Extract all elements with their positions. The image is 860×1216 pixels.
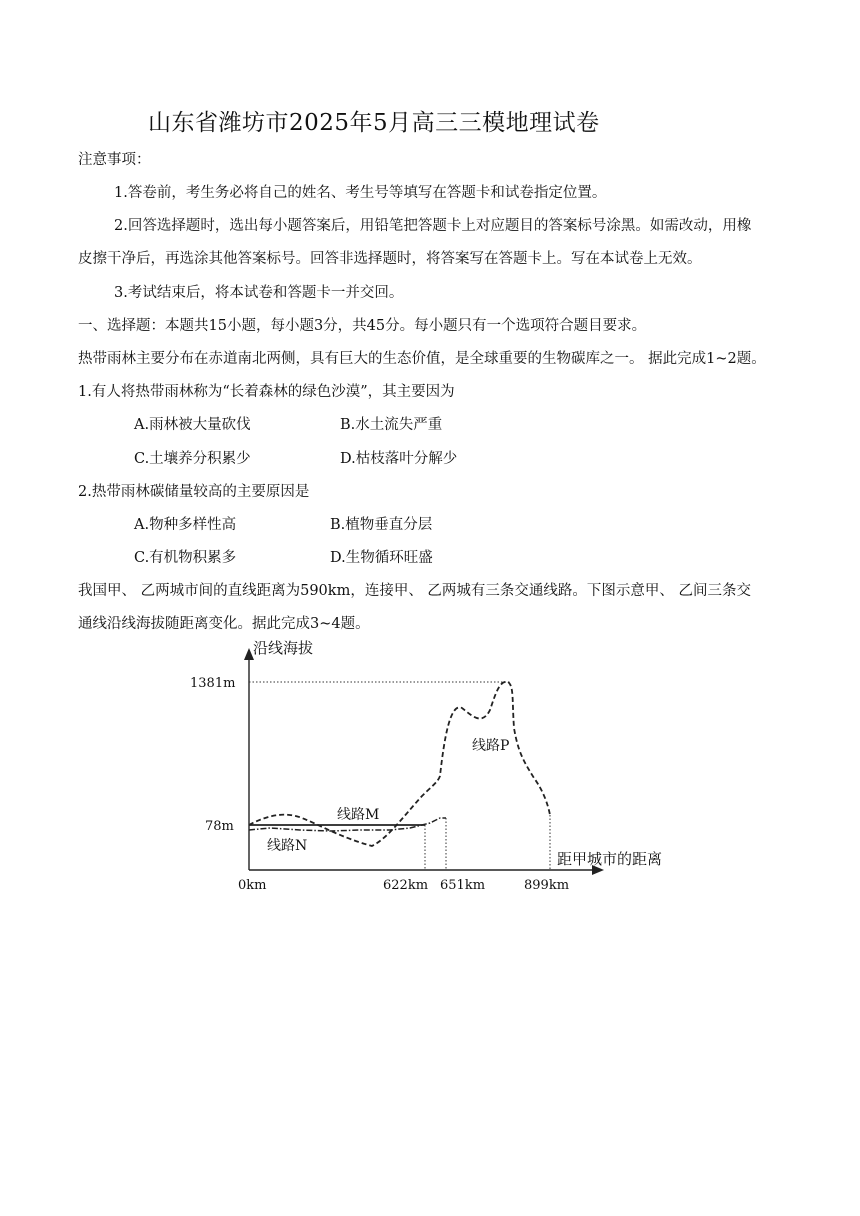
q2-option-b[interactable]: B.植物垂直分层	[330, 517, 433, 533]
q2-option-d[interactable]: D.生物循环旺盛	[330, 550, 433, 566]
notice-item-3: 3.考试结束后，将本试卷和答题卡一并交回。	[114, 285, 404, 301]
exam-title: 山东省潍坊市2025年5月高三三模地理试卷	[148, 110, 600, 136]
route-n-label: 线路N	[267, 838, 308, 854]
passage-routes-b: 通线沿线海拔随距离变化。据此完成3~4题。	[78, 616, 370, 632]
q1-option-c[interactable]: C.土壤养分积累少	[134, 451, 251, 467]
passage-routes-a: 我国甲、 乙两城市间的直线距离为590km，连接甲、 乙两城有三条交通线路。下图示意甲、 乙间三条交	[78, 583, 752, 599]
y-tick-78: 78m	[205, 819, 234, 834]
route-m-label: 线路M	[337, 807, 380, 823]
y-tick-1381: 1381m	[190, 676, 236, 691]
q1-option-d[interactable]: D.枯枝落叶分解少	[340, 451, 458, 467]
x-tick-622: 622km	[383, 878, 429, 893]
q2-option-c[interactable]: C.有机物积累多	[134, 550, 237, 566]
q1-option-a[interactable]: A.雨林被大量砍伐	[134, 417, 251, 433]
x-axis-title: 距甲城市的距离	[557, 850, 663, 868]
x-tick-899: 899km	[524, 878, 570, 893]
q1-option-b[interactable]: B.水土流失严重	[340, 417, 443, 433]
q2-option-a[interactable]: A.物种多样性高	[134, 517, 237, 533]
x-tick-0: 0km	[238, 878, 267, 893]
notice-item-2a: 2.回答选择题时，选出每小题答案后，用铅笔把答题卡上对应题目的答案标号涂黑。如需改动，用橡	[114, 218, 752, 234]
q2-stem: 2.热带雨林碳储量较高的主要原因是	[78, 484, 310, 500]
notice-heading: 注意事项：	[78, 152, 151, 168]
notice-item-1: 1.答卷前，考生务必将自己的姓名、考生号等填写在答题卡和试卷指定位置。	[114, 185, 607, 201]
route-p-line	[249, 682, 550, 846]
section-heading: 一、选择题：本题共15小题，每小题3分，共45分。每小题只有一个选项符合题目要求。	[78, 318, 647, 334]
notice-item-2b: 皮擦干净后，再选涂其他答案标号。回答非选择题时，将答案写在答题卡上。写在本试卷上无效。	[78, 251, 702, 267]
y-axis-title: 沿线海拔	[253, 639, 314, 657]
q1-stem: 1.有人将热带雨林称为“长着森林的绿色沙漠”，其主要因为	[78, 384, 455, 400]
x-tick-651: 651km	[440, 878, 486, 893]
passage-rainforest: 热带雨林主要分布在赤道南北两侧，具有巨大的生态价值，是全球重要的生物碳库之一。 据此完成1~2题。	[78, 351, 766, 367]
route-p-label: 线路P	[472, 738, 510, 754]
